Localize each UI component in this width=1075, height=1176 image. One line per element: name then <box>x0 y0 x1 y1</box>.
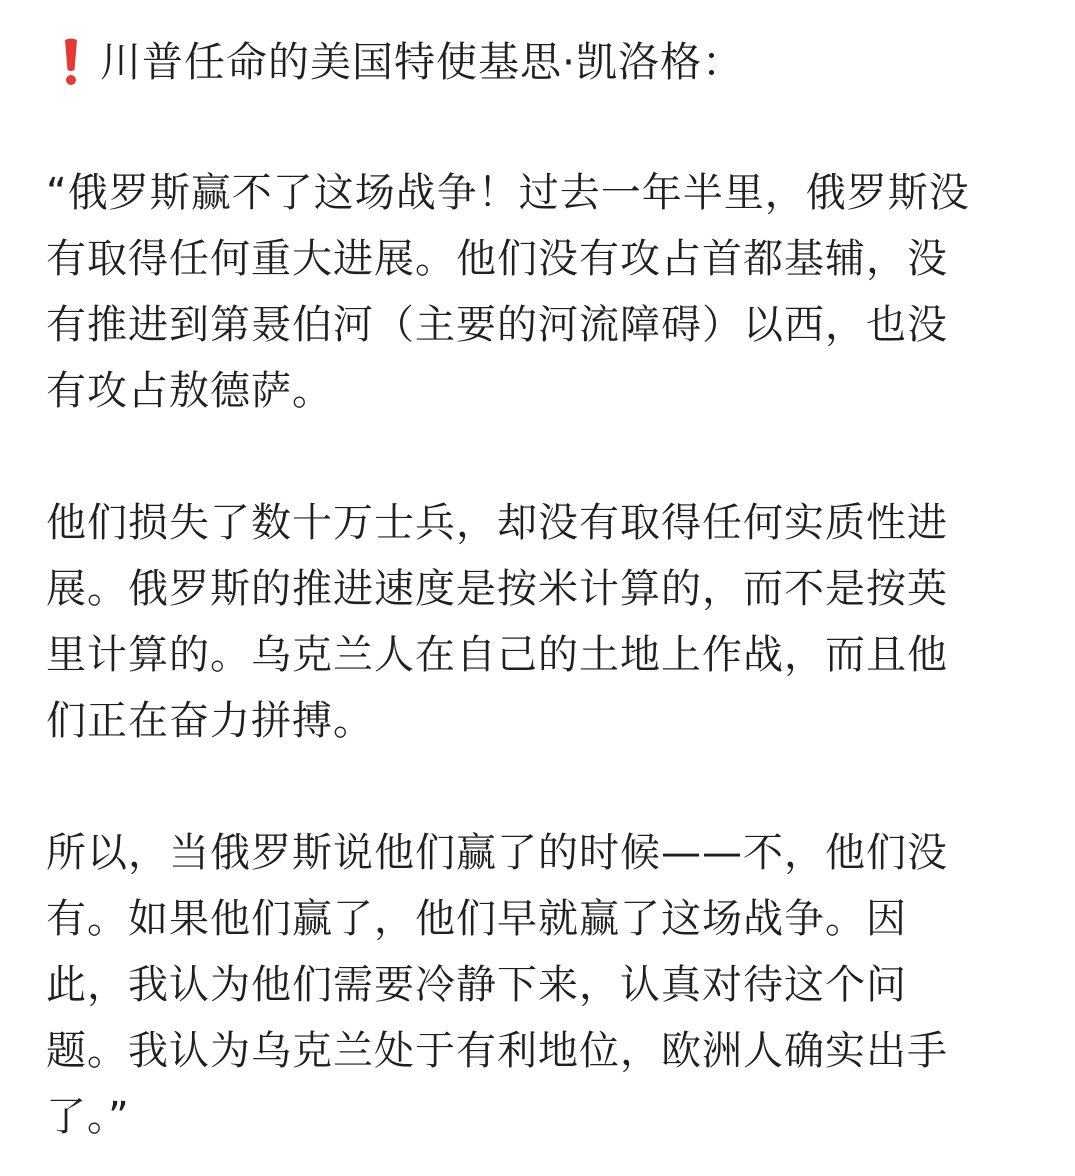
post-title: 川普任命的美国特使基思·凯洛格： <box>100 38 745 86</box>
paragraph-line: “俄罗斯赢不了这场战争！过去一年半里，俄罗斯没 <box>46 170 970 216</box>
quote-paragraph-3 <box>46 820 1036 1150</box>
paragraph-line: 了。” <box>46 1094 130 1140</box>
post-title-row <box>56 32 744 92</box>
paragraph-line: 里计算的。乌克兰人在自己的土地上作战，而且他 <box>46 632 948 678</box>
paragraph-line: 他们损失了数十万士兵，却没有取得任何实质性进 <box>46 500 948 546</box>
paragraph-line: 有。如果他们赢了，他们早就赢了这场战争。因 <box>46 896 907 942</box>
paragraph-line: 所以，当俄罗斯说他们赢了的时候——不，他们没 <box>46 830 948 876</box>
paragraph-line: 题。我认为乌克兰处于有利地位，欧洲人确实出手 <box>46 1028 948 1074</box>
exclamation-icon <box>56 37 86 87</box>
quote-paragraph-2 <box>46 490 1036 754</box>
paragraph-line: 有攻占敖德萨。 <box>46 368 333 414</box>
paragraph-line: 此，我认为他们需要冷静下来，认真对待这个问 <box>46 962 907 1008</box>
paragraph-line: 有取得任何重大进展。他们没有攻占首都基辅，没 <box>46 236 948 282</box>
quote-paragraph-1 <box>46 160 1036 424</box>
paragraph-line: 展。俄罗斯的推进速度是按米计算的，而不是按英 <box>46 566 948 612</box>
paragraph-line: 们正在奋力拼搏。 <box>46 698 374 744</box>
paragraph-line: 有推进到第聂伯河（主要的河流障碍）以西，也没 <box>46 302 948 348</box>
